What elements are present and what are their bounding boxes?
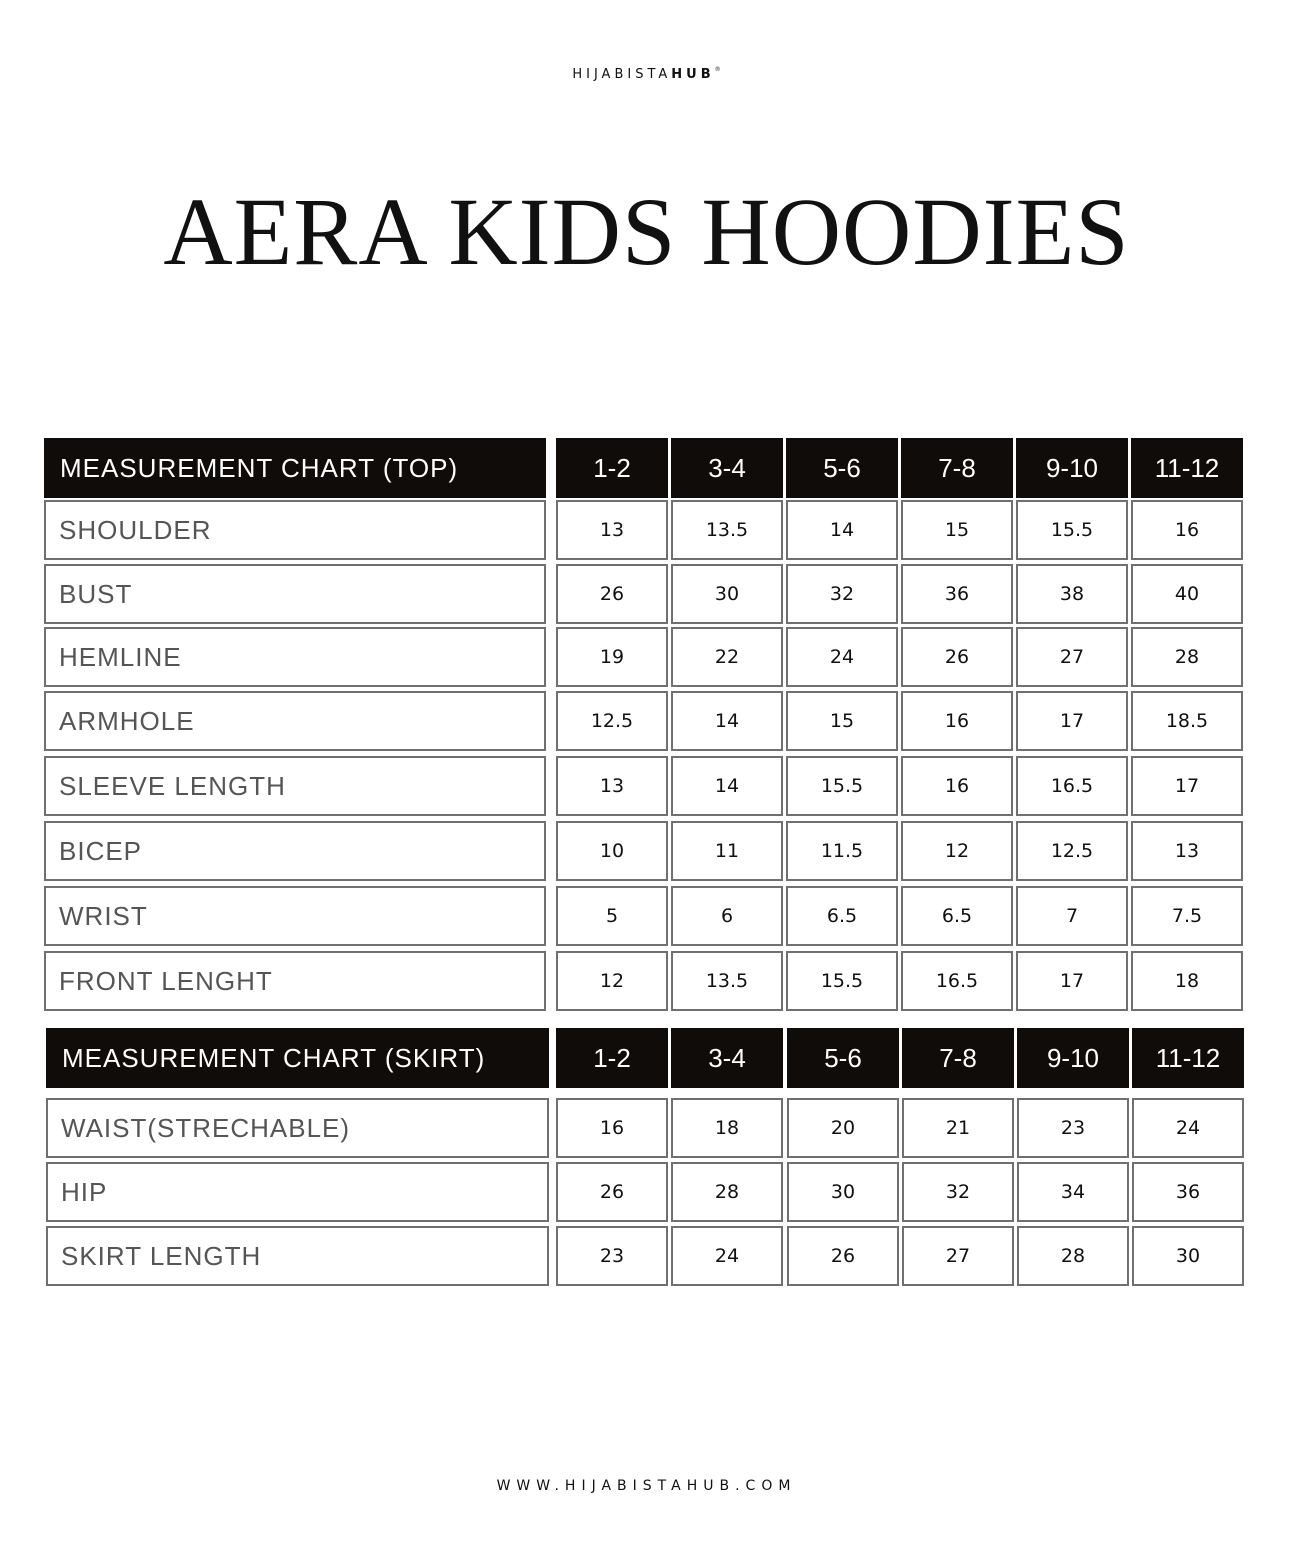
measurement-value: 32 [902,1162,1014,1222]
measurement-value: 26 [556,564,668,624]
measurement-value: 30 [671,564,783,624]
website-url: WWW.HIJABISTAHUB.COM [496,1478,797,1494]
measurement-value: 32 [786,564,898,624]
measurement-value: 18.5 [1131,691,1243,751]
measurement-value: 26 [901,627,1013,687]
measurement-value: 18 [671,1098,783,1158]
size-header: 11-12 [1132,1028,1244,1088]
measurement-label: ARMHOLE [44,691,546,751]
measurement-value: 19 [556,627,668,687]
measurement-value: 13 [556,756,668,816]
size-header: 3-4 [671,438,783,498]
size-header: 1-2 [556,1028,668,1088]
measurement-value: 6.5 [901,886,1013,946]
measurement-value: 28 [1017,1226,1129,1286]
measurement-value: 12.5 [556,691,668,751]
measurement-label: WAIST(STRECHABLE) [46,1098,549,1158]
size-header: 11-12 [1131,438,1243,498]
measurement-value: 30 [787,1162,899,1222]
measurement-value: 13.5 [671,951,783,1011]
measurement-value: 15 [786,691,898,751]
page-title: AERA KIDS HOODIES [163,178,1130,285]
measurement-value: 14 [786,500,898,560]
measurement-value: 36 [901,564,1013,624]
measurement-value: 18 [1131,951,1243,1011]
measurement-value: 11.5 [786,821,898,881]
measurement-value: 12 [556,951,668,1011]
measurement-label: SHOULDER [44,500,546,560]
measurement-value: 13.5 [671,500,783,560]
measurement-label: BUST [44,564,546,624]
measurement-value: 13 [1131,821,1243,881]
measurement-value: 26 [787,1226,899,1286]
measurement-value: 22 [671,627,783,687]
measurement-value: 28 [671,1162,783,1222]
measurement-value: 16 [556,1098,668,1158]
measurement-value: 15.5 [1016,500,1128,560]
size-header: 3-4 [671,1028,783,1088]
measurement-value: 14 [671,691,783,751]
measurement-value: 17 [1016,951,1128,1011]
registered-mark: ® [714,66,721,73]
size-header: 7-8 [902,1028,1014,1088]
measurement-value: 24 [786,627,898,687]
size-header: 9-10 [1017,1028,1129,1088]
measurement-value: 24 [671,1226,783,1286]
brand-name-light: HIJABISTA [572,67,672,82]
measurement-value: 28 [1131,627,1243,687]
measurement-value: 15 [901,500,1013,560]
measurement-value: 16 [1131,500,1243,560]
measurement-value: 15.5 [786,951,898,1011]
measurement-value: 27 [1016,627,1128,687]
measurement-value: 30 [1132,1226,1244,1286]
measurement-value: 36 [1132,1162,1244,1222]
measurement-value: 16 [901,756,1013,816]
measurement-value: 12.5 [1016,821,1128,881]
brand-name-bold: HUB [671,67,715,82]
measurement-label: HIP [46,1162,549,1222]
size-header: 5-6 [787,1028,899,1088]
measurement-value: 40 [1131,564,1243,624]
measurement-value: 14 [671,756,783,816]
measurement-value: 12 [901,821,1013,881]
measurement-value: 15.5 [786,756,898,816]
measurement-value: 6 [671,886,783,946]
measurement-value: 16.5 [901,951,1013,1011]
measurement-label: WRIST [44,886,546,946]
measurement-value: 24 [1132,1098,1244,1158]
measurement-value: 21 [902,1098,1014,1158]
measurement-value: 17 [1131,756,1243,816]
chart-heading: MEASUREMENT CHART (TOP) [44,438,546,498]
size-header: 9-10 [1016,438,1128,498]
measurement-value: 34 [1017,1162,1129,1222]
size-header: 1-2 [556,438,668,498]
measurement-label: SLEEVE LENGTH [44,756,546,816]
measurement-label: BICEP [44,821,546,881]
measurement-value: 17 [1016,691,1128,751]
size-header: 7-8 [901,438,1013,498]
measurement-label: HEMLINE [44,627,546,687]
measurement-value: 23 [556,1226,668,1286]
measurement-value: 38 [1016,564,1128,624]
measurement-value: 27 [902,1226,1014,1286]
measurement-value: 23 [1017,1098,1129,1158]
measurement-label: SKIRT LENGTH [46,1226,549,1286]
measurement-value: 13 [556,500,668,560]
measurement-value: 26 [556,1162,668,1222]
measurement-value: 5 [556,886,668,946]
measurement-value: 7 [1016,886,1128,946]
chart-heading: MEASUREMENT CHART (SKIRT) [46,1028,549,1088]
measurement-label: FRONT LENGHT [44,951,546,1011]
size-header: 5-6 [786,438,898,498]
brand-logo [0,66,1293,82]
measurement-value: 11 [671,821,783,881]
measurement-value: 6.5 [786,886,898,946]
measurement-value: 20 [787,1098,899,1158]
measurement-value: 10 [556,821,668,881]
measurement-value: 16 [901,691,1013,751]
measurement-value: 16.5 [1016,756,1128,816]
measurement-value: 7.5 [1131,886,1243,946]
